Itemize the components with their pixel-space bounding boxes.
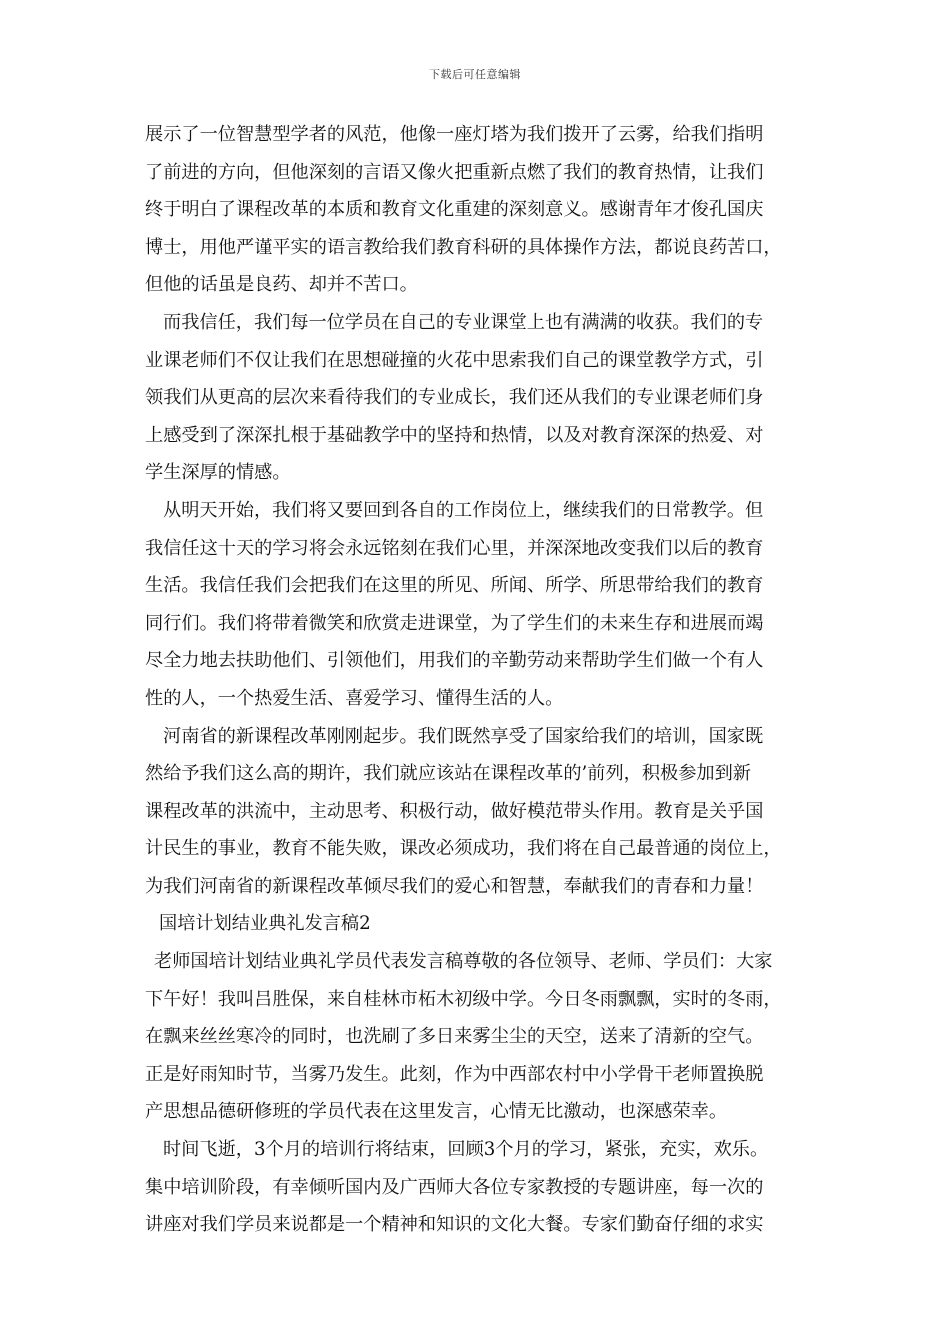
- text-line: 展示了一位智慧型学者的风范，他像一座灯塔为我们拨开了云雾，给我们指明: [145, 124, 764, 145]
- paragraph: [145, 116, 805, 304]
- text-line: 时间飞逝，3个月的培训行将结束，回顾3个月的学习，紧张，充实，欢乐。: [163, 1139, 769, 1161]
- text-line: 正是好雨知时节，当雾乃发生。此刻，作为中西部农村中小学骨干老师置换脱: [145, 1063, 764, 1085]
- text-line: 了前进的方向，但他深刻的言语又像火把重新点燃了我们的教育热情，让我们: [145, 161, 764, 183]
- text-line: 在飘来丝丝寒冷的同时，也洗刷了多日来雾尘尘的天空，送来了清新的空气。: [145, 1026, 764, 1048]
- section-heading: [145, 905, 805, 943]
- text-line: 讲座对我们学员来说都是一个精神和知识的文化大餐。专家们勤奋仔细的求实: [145, 1214, 764, 1236]
- paragraph: [145, 492, 805, 718]
- text-line: 下午好！我叫吕胜保，来自桂林市柘木初级中学。今日冬雨飘飘，实时的冬雨，: [145, 988, 782, 1010]
- text-line: 然给予我们这么高的期许，我们就应该站在课程改革的’前列，积极参加到新: [145, 763, 751, 785]
- paragraph: [145, 1131, 805, 1244]
- text-line: 终于明白了课程改革的本质和教育文化重建的深刻意义。感谢青年才俊孔国庆: [145, 199, 764, 221]
- text-line: 老师国培计划结业典礼学员代表发言稿尊敬的各位领导、老师、学员们：大家: [154, 951, 773, 973]
- text-line: 国培计划结业典礼发言稿2: [159, 913, 371, 935]
- text-line: 为我们河南省的新课程改革倾尽我们的爱心和智慧，奉献我们的青春和力量！: [145, 875, 764, 897]
- text-line: 我信任这十天的学习将会永远铭刻在我们心里，并深深地改变我们以后的教育: [145, 537, 764, 559]
- text-line: 产思想品德研修班的学员代表在这里发言，心情无比激动，也深感荣幸。: [145, 1101, 728, 1123]
- text-line: 从明天开始，我们将又要回到各自的工作岗位上，继续我们的日常教学。但: [163, 499, 764, 521]
- text-line: 学生深厚的情感。: [145, 462, 291, 484]
- paragraph: [145, 304, 805, 492]
- document-body: [145, 116, 805, 1244]
- page-header: 下载后可任意编辑: [429, 68, 521, 81]
- text-line: 性的人，一个热爱生活、喜爱学习、懂得生活的人。: [145, 687, 564, 709]
- text-line: 计民生的事业，教育不能失败，课改必须成功，我们将在自己最普通的岗位上，: [145, 838, 782, 860]
- text-line: 生活。我信任我们会把我们在这里的所见、所闻、所学、所思带给我们的教育: [145, 575, 764, 597]
- text-line: 但他的话虽是良药、却并不苦口。: [145, 274, 418, 296]
- text-line: 集中培训阶段，有幸倾听国内及广西师大各位专家教授的专题讲座，每一次的: [145, 1176, 764, 1198]
- text-line: 同行们。我们将带着微笑和欣赏走进课堂，为了学生们的未来生存和进展而竭: [145, 612, 764, 634]
- paragraph: [145, 718, 805, 906]
- text-line: 而我信任，我们每一位学员在自己的专业课堂上也有满满的收获。我们的专: [163, 311, 764, 333]
- text-line: 课程改革的洪流中，主动思考、积极行动，做好模范带头作用。教育是关乎国: [145, 800, 764, 822]
- paragraph: [145, 943, 805, 1131]
- text-line: 尽全力地去扶助他们、引领他们，用我们的辛勤劳动来帮助学生们做一个有人: [145, 650, 764, 672]
- text-line: 领我们从更高的层次来看待我们的专业成长，我们还从我们的专业课老师们身: [145, 387, 764, 409]
- text-line: 上感受到了深深扎根于基础教学中的坚持和热情，以及对教育深深的热爱、对: [145, 424, 764, 446]
- text-line: 博士，用他严谨平实的语言教给我们教育科研的具体操作方法，都说良药苦口，: [145, 236, 782, 258]
- text-line: 河南省的新课程改革刚刚起步。我们既然享受了国家给我们的培训，国家既: [163, 725, 764, 747]
- text-line: 业课老师们不仅让我们在思想碰撞的火花中思索我们自己的课堂教学方式，引: [145, 349, 764, 371]
